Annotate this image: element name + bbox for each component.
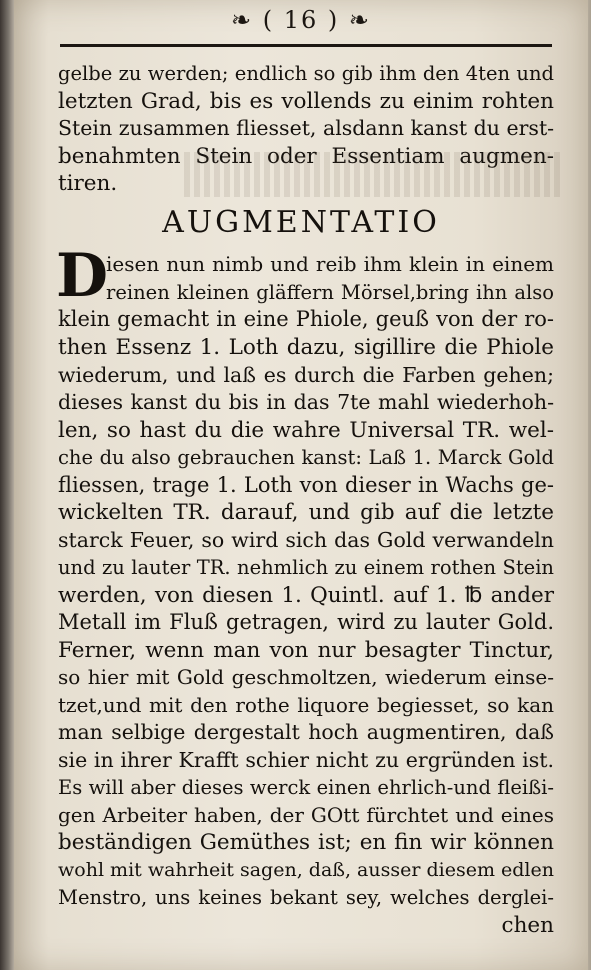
text-line: so hier mit Gold geschmoltzen, wiederum einse-	[58, 665, 554, 689]
show-through-bleed	[184, 152, 564, 197]
text-line: wohl mit wahrheit sagen, daß, ausser diesem edlen	[58, 858, 554, 881]
text-line: then Essenz 1. Loth dazu, sigillire die Phiole	[58, 335, 554, 360]
text-line: reinen kleinen gläffern Mörsel,bring ihn also	[106, 280, 554, 304]
text-line: wickelten TR. darauf, und gib auf die letzte	[58, 500, 554, 525]
drop-cap: D	[56, 241, 109, 311]
text-line: letzten Grad, bis es vollends zu einim rohten	[58, 88, 554, 114]
header-rule	[60, 44, 552, 47]
text-line: fliessen, trage 1. Loth von dieser in Wachs ge-	[58, 472, 554, 497]
text-line: Stein zusammen fliesset, alsdann kanst du erst-	[58, 116, 555, 140]
text-line: starck Feuer, so wird sich das Gold verwandeln	[58, 527, 554, 552]
text-line: werden, von diesen 1. Quintl. auf 1. ℔ ander	[58, 582, 554, 608]
text-line: gen Arbeiter haben, der GOtt fürchtet und eines	[58, 802, 554, 827]
section-heading: AUGMENTATIO	[162, 205, 440, 240]
text-line: Menstro, uns keines bekant sey, welches derglei-	[58, 886, 554, 909]
left-ornament-icon: ❧	[230, 6, 254, 34]
body-paragraph	[58, 334, 554, 939]
text-line: wiederum, und laß es durch die Farben gehen;	[58, 362, 554, 387]
body-third-line	[58, 306, 554, 334]
book-gutter-shadow	[0, 0, 14, 970]
catchword: chen	[501, 912, 554, 938]
text-line: klein gemacht in eine Phiole, geuß von der ro-	[58, 307, 554, 331]
right-ornament-icon: ❧	[348, 6, 372, 34]
text-line: Metall im Fluß getragen, wird zu lauter Gold.	[58, 610, 554, 634]
text-line: und zu lauter TR. nehmlich zu einem rothen Stein	[58, 556, 554, 579]
page-header	[14, 6, 588, 34]
page-number: ( 16 )	[262, 6, 340, 34]
text-line: iesen nun nimb und reib ihm klein in einem	[106, 252, 554, 276]
text-line: benahmten Stein oder Essentiam augmen-	[58, 143, 554, 169]
text-line: gelbe zu werden; endlich so gib ihm den 4ten und	[58, 62, 554, 85]
text-line: Es will aber dieses werck einen ehrlich-und fleißi-	[58, 776, 554, 799]
body-first-lines	[106, 251, 554, 306]
text-line: beständigen Gemüthes ist; en fin wir können	[58, 830, 554, 855]
text-line: Ferner, wenn man von nur besagter Tinctur,	[58, 637, 554, 663]
text-line: dieses kanst du bis in das 7te mahl wiederhoh-	[58, 390, 554, 414]
text-line: tzet,und mit den rothe liquore begiesset, so kan	[58, 692, 554, 717]
text-line: len, so hast du die wahre Universal TR. wel-	[58, 417, 554, 443]
book-page	[14, 0, 588, 970]
text-line: man selbige dergestalt hoch augmentiren, daß	[58, 720, 554, 744]
text-line: sie in ihrer Krafft schier nicht zu ergründen ist.	[58, 747, 554, 772]
text-line: che du also gebrauchen kanst: Laß 1. Marck Gold	[58, 446, 554, 469]
text-line: tiren.	[58, 171, 118, 196]
